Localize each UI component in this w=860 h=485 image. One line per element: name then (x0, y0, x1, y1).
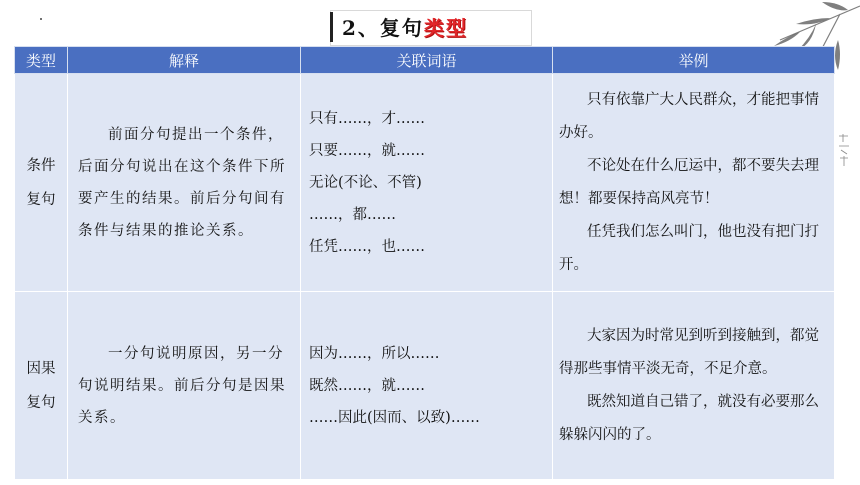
explanation-text: 前面分句提出一个条件，后面分句说出在这个条件下所要产生的结果。前后分句间有条件与结果的推论关系。 (78, 126, 286, 239)
example-sentence: 大家因为时常见到听到接触到，都觉得那些事情平淡无奇，不足介意。 (559, 327, 819, 377)
decorative-dot (40, 18, 42, 20)
title-prefix: 2、复句 (342, 16, 424, 40)
page-title (342, 12, 468, 41)
table-header-row (15, 47, 835, 74)
type-cell (15, 292, 68, 480)
header-examples: 举例 (553, 47, 835, 74)
example-sentence: 既然知道自己错了，就没有必要那么躲躲闪闪的了。 (559, 393, 819, 443)
words-cell (301, 74, 553, 292)
title-highlight: 类型 (423, 16, 468, 40)
word-item: 无论(不论、不管) (309, 174, 422, 191)
type-line: 复句 (26, 394, 56, 411)
word-item: ……因此(因而、以致)…… (309, 409, 480, 426)
examples-cell (553, 74, 835, 292)
word-item: 只有……，才…… (309, 110, 425, 127)
clause-type-table (14, 46, 835, 480)
title-accent-bar (330, 12, 333, 42)
word-item: 只要……，就…… (309, 142, 425, 159)
type-line: 复句 (26, 191, 56, 208)
explanation-cell (68, 74, 301, 292)
header-type: 类型 (15, 47, 68, 74)
example-sentence: 只有依靠广大人民群众，才能把事情办好。 (559, 91, 819, 141)
type-cell (15, 74, 68, 292)
example-sentence: 任凭我们怎么叫门，他也没有把门打开。 (559, 223, 819, 273)
words-cell (301, 292, 553, 480)
type-line: 条件 (26, 157, 56, 174)
type-line: 因果 (26, 360, 56, 377)
examples-cell (553, 292, 835, 480)
explanation-cell (68, 292, 301, 480)
word-item: 任凭……，也…… (309, 238, 425, 255)
seal-decoration (836, 132, 852, 172)
word-item: ……，都…… (309, 206, 396, 223)
example-sentence: 不论处在什么厄运中，都不要失去理想！都要保持高风亮节！ (559, 157, 819, 207)
explanation-text: 一分句说明原因，另一分句说明结果。前后分句是因果关系。 (78, 345, 286, 426)
header-words: 关联词语 (301, 47, 553, 74)
table-row (15, 74, 835, 292)
header-explanation: 解释 (68, 47, 301, 74)
word-item: 既然……，就…… (309, 377, 425, 394)
table-row (15, 292, 835, 480)
word-item: 因为……，所以…… (309, 345, 440, 362)
